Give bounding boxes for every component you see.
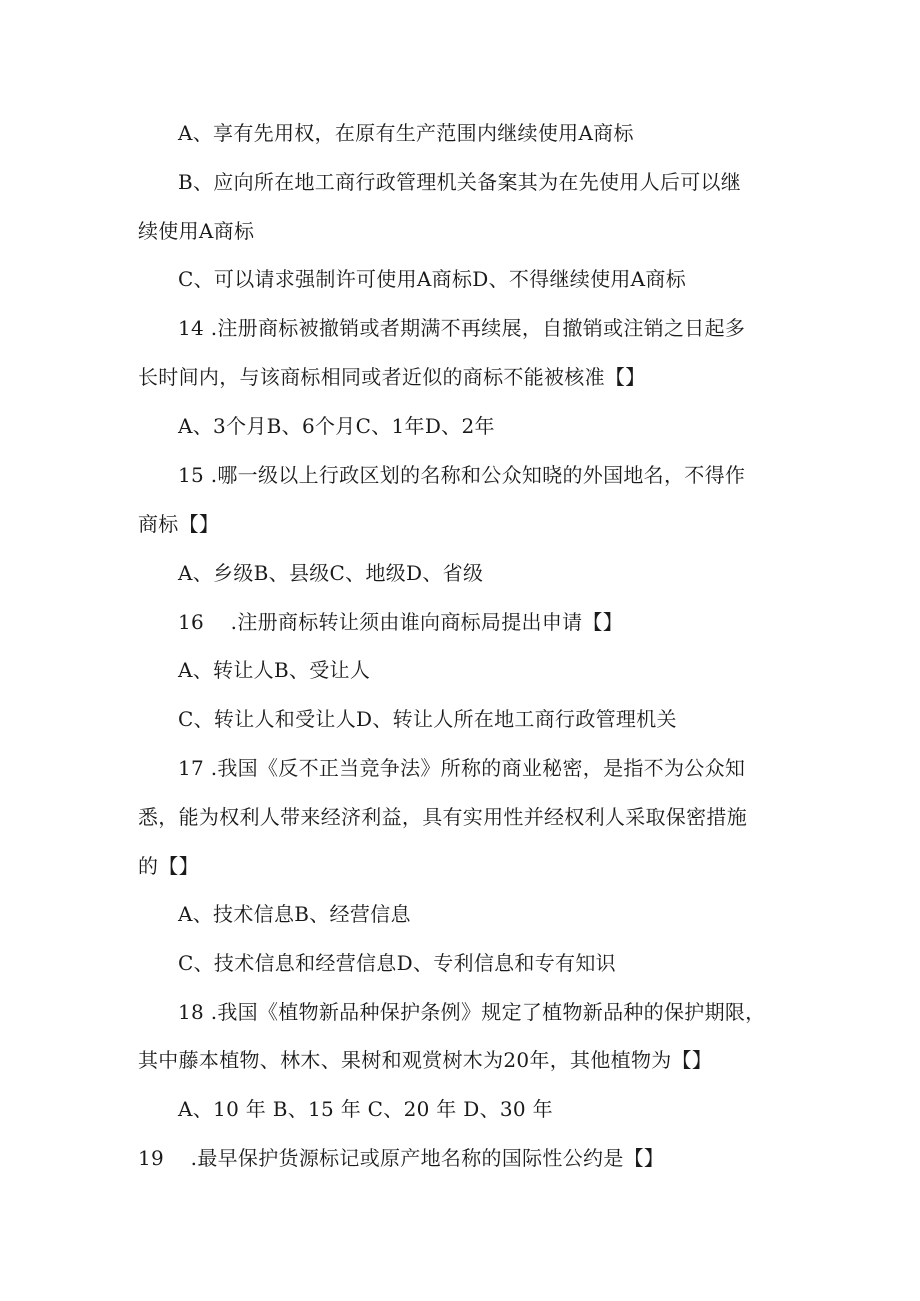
options-16-cd: C、转让人和受让人D、转让人所在地工商行政管理机关 <box>178 707 677 731</box>
options-18: A、10 年 B、15 年 C、20 年 D、30 年 <box>178 1097 553 1121</box>
options-15: A、乡级B、县级C、地级D、省级 <box>178 561 484 585</box>
options-16-ab: A、转让人B、受让人 <box>178 658 371 682</box>
question-17: 17 .我国《反不正当竞争法》所称的商业秘密，是指不为公众知 <box>178 756 746 780</box>
question-19: 19 .最早保护货源标记或原产地名称的国际性公约是【】 <box>138 1146 665 1170</box>
options-17-cd: C、技术信息和经营信息D、专利信息和专有知识 <box>178 951 616 975</box>
question-16: 16 .注册商标转让须由谁向商标局提出申请【】 <box>178 610 624 634</box>
question-17-cont2: 的【】 <box>138 854 199 878</box>
option-line-13b: B、应向所在地工商行政管理机关备案其为在先使用人后可以继 <box>178 170 742 194</box>
question-15: 15 .哪一级以上行政区划的名称和公众知晓的外国地名，不得作 <box>178 463 746 487</box>
option-line-13a: A、享有先用权，在原有生产范围内继续使用A商标 <box>178 121 634 145</box>
question-14: 14 .注册商标被撤销或者期满不再续展，自撤销或注销之日起多 <box>178 316 746 340</box>
question-18-cont: 其中藤本植物、林木、果树和观赏树木为20年，其他植物为【】 <box>138 1048 713 1072</box>
option-line-13b-cont: 续使用A商标 <box>138 219 255 243</box>
question-14-cont: 长时间内，与该商标相同或者近似的商标不能被核准【】 <box>138 365 646 389</box>
question-18: 18 .我国《植物新品种保护条例》规定了植物新品种的保护期限， <box>178 1000 766 1024</box>
question-15-cont: 商标【】 <box>138 512 220 536</box>
options-17-ab: A、技术信息B、经营信息 <box>178 902 411 926</box>
question-17-cont: 悉，能为权利人带来经济利益，具有实用性并经权利人采取保密措施 <box>138 805 747 829</box>
options-14: A、3个月B、6个月C、1年D、2年 <box>178 414 495 438</box>
option-line-13cd: C、可以请求强制许可使用A商标D、不得继续使用A商标 <box>178 267 687 291</box>
